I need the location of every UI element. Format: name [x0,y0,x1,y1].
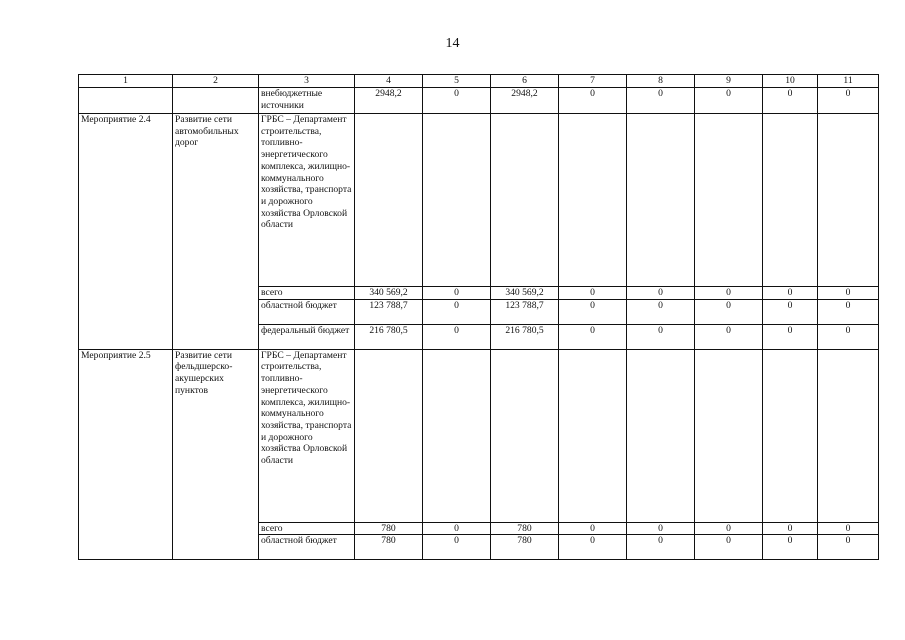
empty-cell [763,114,818,287]
value-cell: 780 [355,535,423,560]
value-cell: 0 [695,88,763,114]
value-cell: 0 [818,88,879,114]
empty-cell [763,349,818,522]
column-number-4: 4 [355,75,423,88]
column-number-11: 11 [818,75,879,88]
empty-cell [559,114,627,287]
value-cell: 0 [818,324,879,349]
column-number-1: 1 [79,75,173,88]
empty-cell [695,349,763,522]
value-cell: 0 [627,287,695,300]
value-cell: 123 788,7 [355,299,423,324]
empty-cell [627,114,695,287]
empty-cell [695,114,763,287]
value-cell: 0 [763,299,818,324]
budget-table [78,74,879,560]
empty-cell [423,349,491,522]
value-cell: 780 [491,522,559,535]
value-cell: 0 [423,287,491,300]
funding-source-label: всего [259,522,355,535]
funding-source-label: внебюджетные источники [259,88,355,114]
value-cell: 0 [423,535,491,560]
funding-source-label: федеральный бюджет [259,324,355,349]
value-cell: 0 [695,287,763,300]
value-cell: 0 [627,535,695,560]
value-cell: 0 [559,287,627,300]
empty-cell [173,88,259,114]
value-cell: 0 [559,324,627,349]
table-row [79,88,879,114]
value-cell: 0 [423,88,491,114]
measure-id: Мероприятие 2.5 [79,349,173,560]
empty-cell [423,114,491,287]
column-number-6: 6 [491,75,559,88]
value-cell: 123 788,7 [491,299,559,324]
value-cell: 0 [818,535,879,560]
value-cell: 0 [818,287,879,300]
value-cell: 2948,2 [491,88,559,114]
empty-cell [355,349,423,522]
empty-cell [818,349,879,522]
funding-source-label: областной бюджет [259,535,355,560]
value-cell: 780 [491,535,559,560]
measure-row [79,114,879,287]
value-cell: 0 [818,522,879,535]
column-number-9: 9 [695,75,763,88]
value-cell: 340 569,2 [355,287,423,300]
funding-source-label: всего [259,287,355,300]
value-cell: 0 [627,88,695,114]
value-cell: 0 [627,324,695,349]
value-cell: 0 [763,324,818,349]
value-cell: 0 [695,299,763,324]
value-cell: 0 [559,299,627,324]
value-cell: 0 [559,535,627,560]
value-cell: 0 [763,522,818,535]
measure-id: Мероприятие 2.4 [79,114,173,350]
measure-name: Развитие сети автомобильных дорог [173,114,259,350]
funding-source-label: областной бюджет [259,299,355,324]
column-number-8: 8 [627,75,695,88]
page-number: 14 [445,36,460,51]
table-body [79,75,879,560]
value-cell: 0 [818,299,879,324]
value-cell: 0 [423,324,491,349]
grbs-cell: ГРБС – Департамент строительства, топливно-энергетического комплекса, жилищно-коммунального хозяйства, транспорта и дорожного хозяйства Орловской области [259,349,355,522]
empty-cell [627,349,695,522]
value-cell: 0 [423,299,491,324]
measure-name: Развитие сети фельдшерско-акушерских пунктов [173,349,259,560]
value-cell: 216 780,5 [355,324,423,349]
column-number-row [79,75,879,88]
empty-cell [491,349,559,522]
column-number-2: 2 [173,75,259,88]
empty-cell [491,114,559,287]
value-cell: 0 [763,535,818,560]
measure-row [79,349,879,522]
column-number-10: 10 [763,75,818,88]
column-number-3: 3 [259,75,355,88]
value-cell: 0 [695,324,763,349]
value-cell: 2948,2 [355,88,423,114]
empty-cell [559,349,627,522]
empty-cell [355,114,423,287]
column-number-7: 7 [559,75,627,88]
empty-cell [818,114,879,287]
empty-cell [79,88,173,114]
value-cell: 0 [695,522,763,535]
value-cell: 0 [695,535,763,560]
value-cell: 0 [763,287,818,300]
value-cell: 0 [559,88,627,114]
value-cell: 0 [423,522,491,535]
value-cell: 0 [627,522,695,535]
grbs-cell: ГРБС – Департамент строительства, топливно-энергетического комплекса, жилищно-коммунального хозяйства, транспорта и дорожного хозяйства Орловской области [259,114,355,287]
value-cell: 0 [763,88,818,114]
value-cell: 216 780,5 [491,324,559,349]
value-cell: 340 569,2 [491,287,559,300]
value-cell: 0 [627,299,695,324]
column-number-5: 5 [423,75,491,88]
value-cell: 780 [355,522,423,535]
value-cell: 0 [559,522,627,535]
